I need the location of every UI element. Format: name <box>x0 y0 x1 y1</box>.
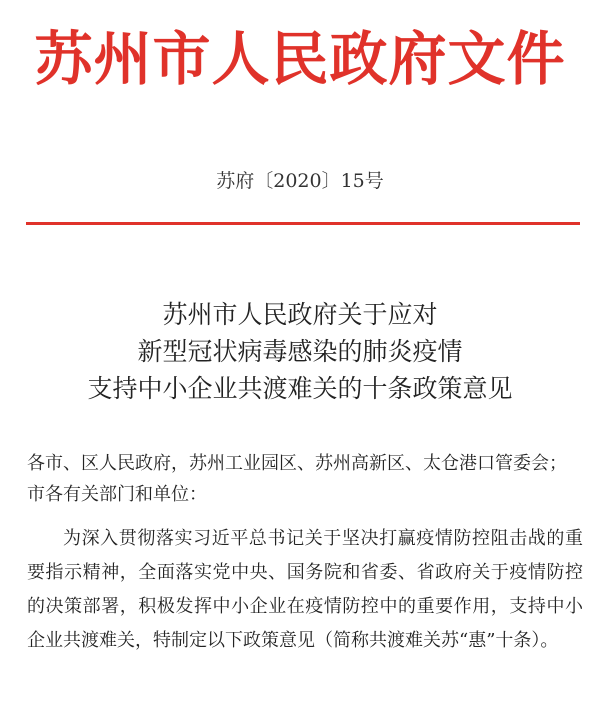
body-paragraph: 为深入贯彻落实习近平总书记关于坚决打赢疫情防控阻击战的重要指示精神，全面落实党中央、国务院和省委、省政府关于疫情防控的决策部署，积极发挥中小企业在疫情防控中的重要作用，支持中小企业共渡难关，特制定以下政策意见（简称共渡难关苏“惠”十条）。 <box>27 528 583 651</box>
title-line-3: 支持中小企业共渡难关的十条政策意见 <box>87 374 513 403</box>
issuer-masthead: 苏州市人民政府文件 <box>34 25 566 93</box>
document-number: 苏府〔2020〕15号 <box>216 170 384 192</box>
document-title <box>0 296 600 407</box>
addressee-text: 各市、区人民政府，苏州工业园区、苏州高新区、太仓港口管委会；市各有关部门和单位： <box>27 453 567 505</box>
title-line-2: 新型冠状病毒感染的肺炎疫情 <box>137 337 463 366</box>
title-line-1: 苏州市人民政府关于应对 <box>162 300 438 329</box>
red-divider-line <box>26 222 580 225</box>
